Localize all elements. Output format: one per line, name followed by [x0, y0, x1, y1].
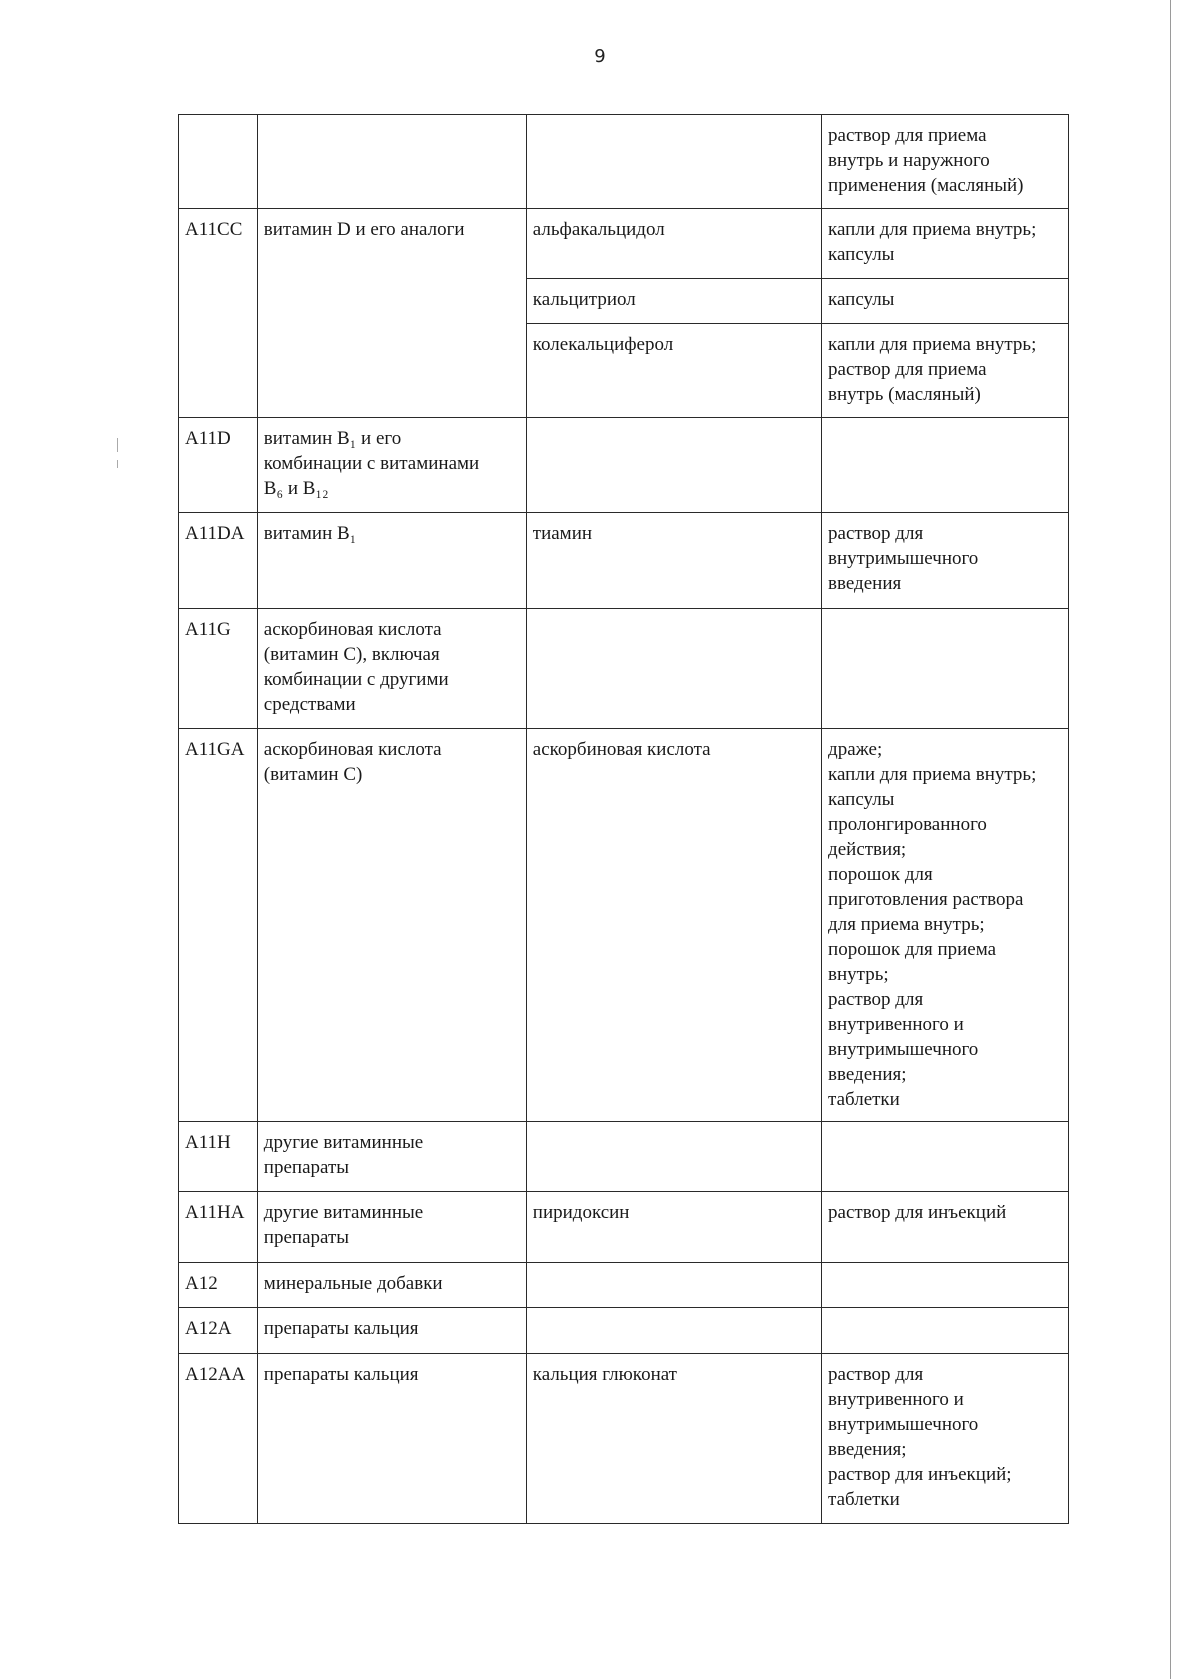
- group-name-cell: аскорбиновая кислота (витамин C), включая комбинации с другими средствами: [257, 609, 526, 729]
- group-name-cell: другие витаминные препараты: [257, 1192, 526, 1263]
- drug-name-cell: пиридоксин: [526, 1192, 821, 1263]
- dosage-form-cell: раствор для внутримышечного введения: [822, 513, 1069, 609]
- scan-mark: [117, 460, 118, 468]
- dosage-form-cell: [822, 418, 1069, 513]
- drug-name-cell: [526, 418, 821, 513]
- atc-code-cell: A11CC: [179, 209, 258, 418]
- atc-code-cell: A11GA: [179, 729, 258, 1122]
- dosage-form-cell: драже; капли для приема внутрь; капсулы пролонгированного действия; порошок для приготовления раствора для приема внутрь; порошок для приема внутрь; раствор для внутривенного и внутримышечного введения; таблетки: [822, 729, 1069, 1122]
- atc-code-cell: A12A: [179, 1308, 258, 1354]
- dosage-form-cell: [822, 1122, 1069, 1192]
- group-name-cell: препараты кальция: [257, 1308, 526, 1354]
- atc-code-cell: A12: [179, 1263, 258, 1308]
- dosage-form-cell: раствор для приема внутрь и наружного применения (масляный): [822, 115, 1069, 209]
- table-row: [179, 1263, 1069, 1308]
- table-row: [179, 1192, 1069, 1263]
- table-row: [179, 1354, 1069, 1524]
- page-number: 9: [594, 46, 606, 67]
- table-row: [179, 513, 1069, 609]
- drug-name-cell: [526, 1308, 821, 1354]
- atc-code-cell: [179, 115, 258, 209]
- drug-name-cell: [526, 1263, 821, 1308]
- atc-code-cell: A11H: [179, 1122, 258, 1192]
- page-edge-line: [1170, 0, 1171, 1679]
- atc-code-cell: A11DA: [179, 513, 258, 609]
- drug-name-cell: кальция глюконат: [526, 1354, 821, 1524]
- dosage-form-cell: раствор для инъекций: [822, 1192, 1069, 1263]
- group-name-cell: другие витаминные препараты: [257, 1122, 526, 1192]
- scan-mark: [117, 438, 118, 452]
- group-name-cell: минеральные добавки: [257, 1263, 526, 1308]
- table-row: [179, 1308, 1069, 1354]
- table-row: [179, 115, 1069, 209]
- drug-name-cell: альфакальцидол: [526, 209, 821, 279]
- dosage-form-cell: [822, 609, 1069, 729]
- drug-name-cell: кальцитриол: [526, 279, 821, 324]
- drug-name-cell: [526, 115, 821, 209]
- dosage-form-cell: раствор для внутривенного и внутримышечного введения; раствор для инъекций; таблетки: [822, 1354, 1069, 1524]
- dosage-form-cell: капли для приема внутрь; раствор для приема внутрь (масляный): [822, 324, 1069, 418]
- group-name-cell: витамин B₁: [257, 513, 526, 609]
- drug-name-cell: аскорбиновая кислота: [526, 729, 821, 1122]
- table-row: [179, 609, 1069, 729]
- dosage-form-cell: капли для приема внутрь; капсулы: [822, 209, 1069, 279]
- table-row: [179, 209, 1069, 279]
- group-name-cell: аскорбиновая кислота (витамин C): [257, 729, 526, 1122]
- group-name-cell: препараты кальция: [257, 1354, 526, 1524]
- dosage-form-cell: капсулы: [822, 279, 1069, 324]
- drug-name-cell: колекальциферол: [526, 324, 821, 418]
- group-name-cell: витамин D и его аналоги: [257, 209, 526, 418]
- table-row: [179, 729, 1069, 1122]
- atc-code-cell: A11G: [179, 609, 258, 729]
- drug-name-cell: тиамин: [526, 513, 821, 609]
- group-name-cell: витамин B₁ и его комбинации с витаминами B₆ и B₁₂: [257, 418, 526, 513]
- drug-classification-table: [178, 114, 1069, 1524]
- atc-code-cell: A11HA: [179, 1192, 258, 1263]
- drug-name-cell: [526, 609, 821, 729]
- table-row: [179, 1122, 1069, 1192]
- group-name-cell: [257, 115, 526, 209]
- atc-code-cell: A12AA: [179, 1354, 258, 1524]
- dosage-form-cell: [822, 1308, 1069, 1354]
- atc-code-cell: A11D: [179, 418, 258, 513]
- drug-name-cell: [526, 1122, 821, 1192]
- dosage-form-cell: [822, 1263, 1069, 1308]
- table-row: [179, 418, 1069, 513]
